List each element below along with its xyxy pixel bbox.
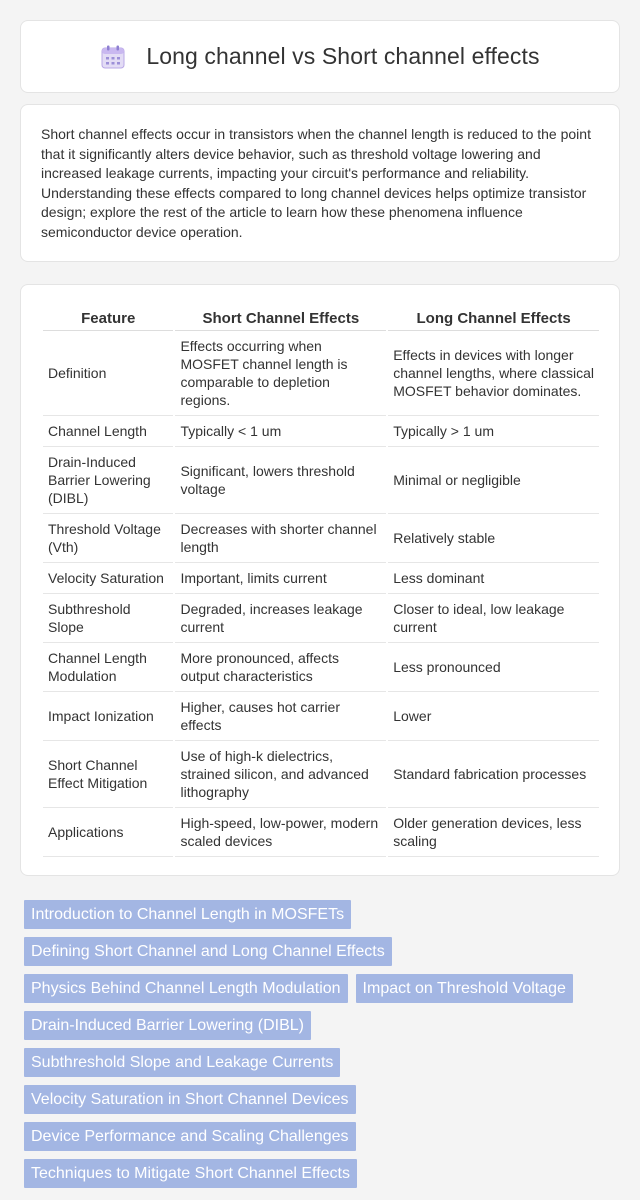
header-feature: Feature — [43, 305, 173, 331]
long-channel-cell: Minimal or negligible — [388, 447, 599, 514]
topic-link[interactable]: Impact on Threshold Voltage — [356, 974, 573, 1003]
table-row — [43, 563, 599, 594]
short-channel-cell: Use of high-k dielectrics, strained silicon, and advanced lithography — [175, 741, 386, 808]
feature-cell: Impact Ionization — [43, 692, 173, 741]
feature-cell: Definition — [43, 331, 173, 416]
feature-cell: Drain-Induced Barrier Lowering (DIBL) — [43, 447, 173, 514]
long-channel-cell: Standard fabrication processes — [388, 741, 599, 808]
topic-link[interactable]: Drain-Induced Barrier Lowering (DIBL) — [24, 1011, 311, 1040]
table-row — [43, 692, 599, 741]
page-title: Long channel vs Short channel effects — [146, 43, 540, 69]
table-row — [43, 514, 599, 563]
related-links — [24, 900, 624, 1196]
comparison-table — [41, 305, 601, 857]
title-card — [20, 20, 620, 93]
long-channel-cell: Older generation devices, less scaling — [388, 808, 599, 857]
feature-cell: Channel Length — [43, 416, 173, 447]
long-channel-cell: Relatively stable — [388, 514, 599, 563]
table-row — [43, 331, 599, 416]
feature-cell: Short Channel Effect Mitigation — [43, 741, 173, 808]
topic-link[interactable]: Device Performance and Scaling Challenges — [24, 1122, 356, 1151]
short-channel-cell: Degraded, increases leakage current — [175, 594, 386, 643]
topic-link[interactable]: Subthreshold Slope and Leakage Currents — [24, 1048, 340, 1077]
feature-cell: Subthreshold Slope — [43, 594, 173, 643]
feature-cell: Velocity Saturation — [43, 563, 173, 594]
table-row — [43, 643, 599, 692]
title-row — [21, 21, 619, 92]
intro-paragraph: Short channel effects occur in transistors when the channel length is reduced to the point that it significantly alters device behavior, such as threshold voltage lowering and increased leakage currents, impacting your circuit's performance and reliability. Understanding these effects compared to long channel devices helps optimize transistor design; explore the rest of the article to learn how these phenomena influence semiconductor device operation. — [41, 126, 591, 240]
header-long-channel: Long Channel Effects — [388, 305, 599, 331]
table-header-row — [43, 305, 599, 331]
long-channel-cell: Typically > 1 um — [388, 416, 599, 447]
table-row — [43, 741, 599, 808]
topic-link[interactable]: Velocity Saturation in Short Channel Devices — [24, 1085, 356, 1114]
short-channel-cell: Higher, causes hot carrier effects — [175, 692, 386, 741]
header-short-channel: Short Channel Effects — [175, 305, 386, 331]
intro-card — [20, 104, 620, 262]
short-channel-cell: Decreases with shorter channel length — [175, 514, 386, 563]
long-channel-cell: Less dominant — [388, 563, 599, 594]
short-channel-cell: Typically < 1 um — [175, 416, 386, 447]
short-channel-cell: High-speed, low-power, modern scaled devices — [175, 808, 386, 857]
long-channel-cell: Less pronounced — [388, 643, 599, 692]
topic-link[interactable]: Introduction to Channel Length in MOSFETs — [24, 900, 351, 929]
calendar-icon — [100, 44, 126, 70]
feature-cell: Channel Length Modulation — [43, 643, 173, 692]
table-row — [43, 416, 599, 447]
feature-cell: Threshold Voltage (Vth) — [43, 514, 173, 563]
short-channel-cell: Significant, lowers threshold voltage — [175, 447, 386, 514]
short-channel-cell: More pronounced, affects output characteristics — [175, 643, 386, 692]
short-channel-cell: Important, limits current — [175, 563, 386, 594]
table-row — [43, 447, 599, 514]
table-row — [43, 808, 599, 857]
long-channel-cell: Closer to ideal, low leakage current — [388, 594, 599, 643]
table-row — [43, 594, 599, 643]
short-channel-cell: Effects occurring when MOSFET channel length is comparable to depletion regions. — [175, 331, 386, 416]
topic-link[interactable]: Techniques to Mitigate Short Channel Effects — [24, 1159, 357, 1188]
feature-cell: Applications — [43, 808, 173, 857]
long-channel-cell: Lower — [388, 692, 599, 741]
comparison-table-card — [20, 284, 620, 876]
long-channel-cell: Effects in devices with longer channel lengths, where classical MOSFET behavior dominates. — [388, 331, 599, 416]
topic-link[interactable]: Physics Behind Channel Length Modulation — [24, 974, 348, 1003]
topic-link[interactable]: Defining Short Channel and Long Channel Effects — [24, 937, 392, 966]
